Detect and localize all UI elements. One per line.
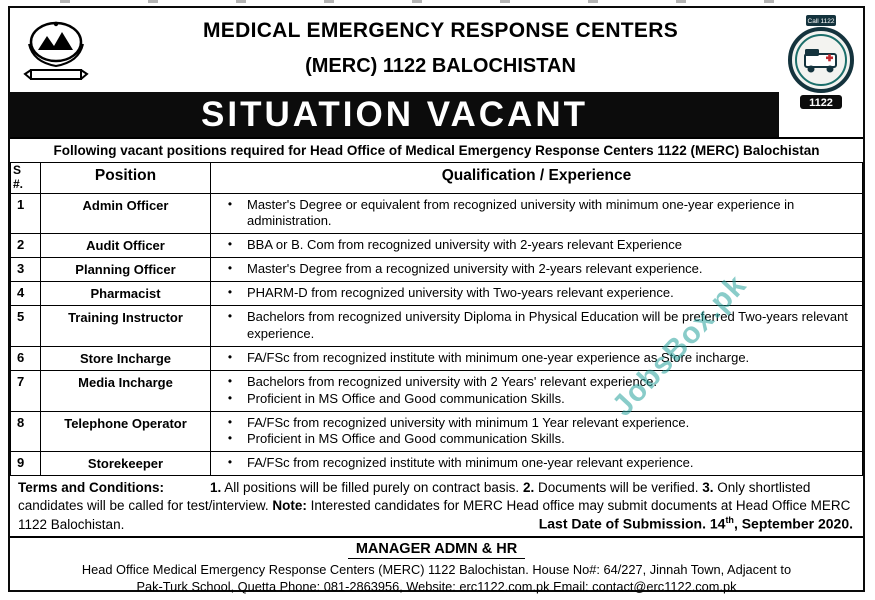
terms-and-conditions [10, 476, 863, 536]
row-position: Media Incharge [41, 370, 211, 411]
term-1-num: 1. [210, 480, 222, 496]
qualification-text: Master's Degree or equivalent from recognized university with minimum one-year experience in administration. [247, 196, 795, 229]
col-sno-line1: S [13, 163, 22, 177]
term-2-num: 2. [522, 480, 535, 496]
badge-call-label: Call 1122 [807, 18, 835, 25]
term-2-text: Documents will be verified. [534, 480, 703, 496]
table-row [11, 282, 863, 306]
qualification-text: FA/FSc from recognized institute with minimum one-year experience as Store incharge. [247, 349, 750, 365]
table-row [11, 346, 863, 370]
table-row [11, 306, 863, 347]
bullet-icon: • [227, 261, 233, 276]
qualification-point [213, 374, 854, 391]
row-sno: 1 [11, 193, 41, 234]
table-row [11, 411, 863, 452]
qualification-text: Bachelors from recognized university with 2 Years' relevant experience. [247, 373, 658, 389]
qualification-text: Bachelors from recognized university Diploma in Physical Education will be preferred Two-years relevant experience. [247, 309, 848, 341]
last-date-rest: , September 2020. [733, 515, 853, 532]
qualification-text: FA/FSc from recognized university with minimum 1 Year relevant experience. [247, 414, 690, 430]
term-3-num: 3. [702, 480, 714, 496]
col-header-position: Position [41, 163, 211, 194]
row-qualification [211, 452, 863, 476]
bullet-icon: • [227, 237, 233, 252]
row-position: Training Instructor [41, 306, 211, 347]
org-title: MEDICAL EMERGENCY RESPONSE CENTERS [203, 19, 678, 42]
row-qualification [211, 370, 863, 411]
qualification-point [213, 415, 854, 432]
bullet-icon: • [227, 285, 233, 300]
office-address [14, 561, 859, 596]
qualification-text: BBA or B. Com from recognized university with 2-years relevant Experience [247, 237, 682, 253]
qualification-text: PHARM-D from recognized university with Two-years relevant experience. [247, 285, 674, 301]
bullet-icon: • [227, 373, 233, 388]
manager-signature: MANAGER ADMN & HR [348, 541, 525, 559]
rescue-1122-badge-logo [779, 8, 863, 137]
watermark: JobsBox.pk [606, 268, 753, 423]
terms-label: Terms and Conditions: [18, 480, 165, 496]
row-sno: 6 [11, 346, 41, 370]
bullet-icon: • [227, 309, 233, 324]
row-position: Pharmacist [41, 282, 211, 306]
table-row [11, 193, 863, 234]
emblem-icon [16, 10, 96, 90]
row-qualification [211, 282, 863, 306]
row-qualification [211, 258, 863, 282]
last-date-day: 14 [709, 515, 726, 532]
row-position: Telephone Operator [41, 411, 211, 452]
table-header-row [11, 163, 863, 194]
table-row [11, 370, 863, 411]
row-sno: 5 [11, 306, 41, 347]
row-qualification [211, 193, 863, 234]
row-position: Storekeeper [41, 452, 211, 476]
badge-number: 1122 [809, 97, 833, 109]
col-header-sno [11, 163, 41, 194]
bullet-icon: • [227, 455, 233, 470]
row-qualification [211, 346, 863, 370]
last-date-suffix: th [725, 515, 734, 526]
qualification-text: FA/FSc from recognized institute with minimum one-year relevant experience. [247, 455, 694, 471]
job-advertisement [8, 6, 865, 595]
qualification-point [213, 285, 854, 302]
bullet-icon: • [227, 196, 233, 211]
note-label: Note: [272, 498, 307, 514]
col-header-qualification: Qualification / Experience [211, 163, 863, 194]
row-sno: 8 [11, 411, 41, 452]
row-sno: 2 [11, 234, 41, 258]
table-row [11, 258, 863, 282]
qualification-text: Proficient in MS Office and Good communication Skills. [247, 390, 565, 406]
qualification-point [213, 455, 854, 472]
row-sno: 7 [11, 370, 41, 411]
row-qualification [211, 306, 863, 347]
qualification-point [213, 431, 854, 448]
address-line-1: Head Office Medical Emergency Response Centers (MERC) 1122 Balochistan. House No#: 64/227, Jinnah Town, Adjacent to [81, 561, 792, 577]
title-block [102, 8, 779, 92]
qualification-point [213, 309, 854, 343]
last-date-of-submission [539, 514, 853, 534]
org-subtitle: (MERC) 1122 BALOCHISTAN [305, 55, 576, 77]
term-1-text: All positions will be filled purely on contract basis. [221, 480, 523, 496]
qualification-point [213, 197, 854, 231]
last-date-label: Last Date of Submission. [538, 515, 710, 532]
intro-line: Following vacant positions required for Head Office of Medical Emergency Response Centers 1122 (MERC) Balochistan [10, 137, 863, 162]
row-position: Admin Officer [41, 193, 211, 234]
vacancies-table [10, 162, 863, 476]
merc-emblem-logo [10, 8, 102, 92]
note-text: Interested candidates for MERC Head office may submit documents at Head Office MERC 1122 Balochistan. [18, 498, 851, 532]
row-qualification [211, 234, 863, 258]
bullet-icon: • [227, 414, 233, 429]
scan-edge-marks [60, 0, 815, 3]
row-sno: 4 [11, 282, 41, 306]
row-position: Audit Officer [41, 234, 211, 258]
situation-vacant-banner: SITUATION VACANT [10, 92, 779, 137]
bullet-icon: • [227, 431, 233, 446]
row-sno: 9 [11, 452, 41, 476]
rescue-badge-icon [782, 13, 860, 131]
qualification-text: Master's Degree from a recognized university with 2-years relevant experience. [247, 261, 703, 277]
bullet-icon: • [227, 349, 233, 364]
col-sno-line2: #. [13, 176, 24, 191]
qualification-text: Proficient in MS Office and Good communication Skills. [247, 431, 565, 447]
footer [10, 536, 863, 600]
table-row [11, 234, 863, 258]
row-qualification [211, 411, 863, 452]
qualification-point [213, 391, 854, 408]
table-row [11, 452, 863, 476]
term-3-text: Only shortlisted candidates will be called for test/interview. [18, 480, 811, 514]
qualification-point [213, 237, 854, 254]
row-position: Store Incharge [41, 346, 211, 370]
row-position: Planning Officer [41, 258, 211, 282]
address-line-2: Pak-Turk School, Quetta Phone: 081-2863956, Website: erc1122.com.pk Email: contact@erc1122.com.pk [136, 579, 737, 595]
row-sno: 3 [11, 258, 41, 282]
bullet-icon: • [227, 390, 233, 405]
qualification-point [213, 261, 854, 278]
header [10, 8, 863, 137]
qualification-point [213, 350, 854, 367]
